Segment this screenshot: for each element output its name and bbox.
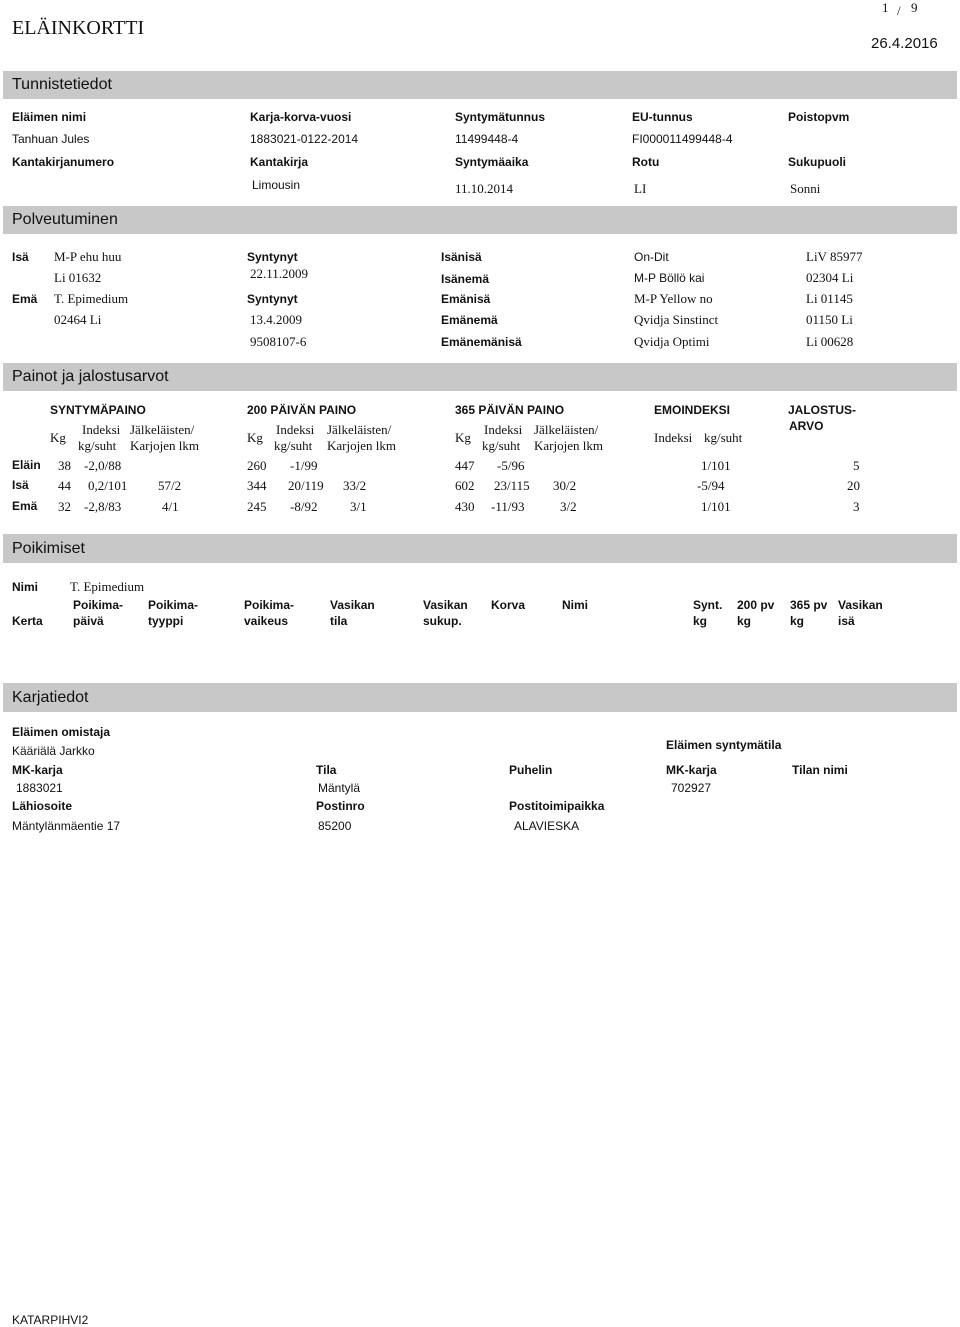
value-syntymatunnus: 11499448-4 bbox=[455, 132, 519, 146]
value-emanemanisa-id: Li 00628 bbox=[806, 334, 854, 349]
col-kg: Kg bbox=[455, 430, 471, 445]
value-ema-id: 02464 Li bbox=[54, 312, 102, 327]
label-tila: Tila bbox=[316, 763, 337, 777]
page-total: 9 bbox=[911, 0, 918, 15]
col-indeksi: Indeksi bbox=[654, 430, 693, 445]
cell-syntymapaino-jalk: 4/1 bbox=[162, 499, 179, 514]
label-ema-syntynyt: Syntynyt bbox=[247, 292, 298, 306]
cell-syntymapaino-indeksi: 0,2/101 bbox=[88, 478, 128, 493]
cell-200-indeksi: 20/119 bbox=[288, 478, 324, 493]
section-title: Poikimiset bbox=[12, 540, 85, 557]
cell-jalostusarvo: 3 bbox=[853, 499, 860, 514]
label-emanema: Emänemä bbox=[441, 313, 498, 327]
page-title: ELÄINKORTTI bbox=[12, 17, 145, 39]
value-isa-name: M-P ehu huu bbox=[54, 249, 122, 264]
value-isanisa-id: LiV 85977 bbox=[806, 249, 863, 264]
value-isanema-id: 02304 Li bbox=[806, 270, 854, 285]
cell-emoindeksi: -5/94 bbox=[697, 478, 725, 493]
value-elaimen-nimi: Tanhuan Jules bbox=[12, 132, 90, 146]
value-emanema-name: Qvidja Sinstinct bbox=[634, 312, 719, 327]
col-poikimatyyppi-1: Poikima- bbox=[148, 598, 199, 612]
cell-syntymapaino-indeksi: -2,8/83 bbox=[84, 499, 122, 514]
col-poikimapaiva-2: päivä bbox=[73, 614, 104, 628]
group-365-paiva: 365 PÄIVÄN PAINO bbox=[455, 403, 565, 417]
cell-syntymapaino-kg: 32 bbox=[58, 499, 71, 514]
cell-365-jalk: 3/2 bbox=[560, 499, 577, 514]
col-synt-kg-2: kg bbox=[693, 614, 708, 628]
label-postitoimipaikka: Postitoimipaikka bbox=[509, 799, 605, 813]
row-label-elain: Eläin bbox=[12, 458, 41, 472]
value-postinro: 85200 bbox=[318, 819, 352, 833]
value-eu-tunnus: FI000011499448-4 bbox=[632, 132, 733, 146]
col-korva: Korva bbox=[491, 598, 526, 612]
cell-200-kg: 344 bbox=[247, 478, 267, 493]
label-syntymatila-mk-karja: MK-karja bbox=[666, 763, 717, 777]
page-current: 1 bbox=[882, 0, 889, 15]
label-isa: Isä bbox=[12, 250, 29, 264]
col-200pv-kg-2: kg bbox=[737, 614, 752, 628]
label-tilan-nimi: Tilan nimi bbox=[792, 763, 848, 777]
value-mk-karja: 1883021 bbox=[16, 781, 63, 795]
section-header-tunnistetiedot bbox=[3, 71, 957, 99]
label-kantakirjanumero: Kantakirjanumero bbox=[12, 155, 115, 169]
value-emanema-id: 01150 Li bbox=[806, 312, 853, 327]
label-isa-syntynyt: Syntynyt bbox=[247, 250, 298, 264]
value-rotu: LI bbox=[634, 181, 647, 196]
value-emanisa-id: Li 01145 bbox=[806, 291, 853, 306]
value-isa-id: Li 01632 bbox=[54, 270, 102, 285]
cell-365-kg: 430 bbox=[455, 499, 475, 514]
footer-code: KATARPIHVI2 bbox=[12, 1313, 89, 1327]
section-header-polveutuminen bbox=[3, 206, 957, 234]
section-title: Polveutuminen bbox=[12, 211, 118, 228]
value-lahiosoite: Mäntylänmäentie 17 bbox=[12, 819, 121, 833]
group-emoindeksi: EMOINDEKSI bbox=[654, 403, 731, 417]
cell-365-indeksi: -5/96 bbox=[497, 458, 525, 473]
col-nimi: Nimi bbox=[562, 598, 589, 612]
page-separator: / bbox=[897, 3, 901, 18]
cell-syntymapaino-indeksi: -2,0/88 bbox=[84, 458, 122, 473]
value-ema-syntynyt: 13.4.2009 bbox=[250, 312, 302, 327]
value-ema-name: T. Epimedium bbox=[54, 291, 129, 306]
label-puhelin: Puhelin bbox=[509, 763, 553, 777]
cell-jalostusarvo: 5 bbox=[853, 458, 860, 473]
label-isanisa: Isänisä bbox=[441, 250, 482, 264]
section-header-painot bbox=[3, 363, 957, 391]
col-365pv-kg-2: kg bbox=[790, 614, 805, 628]
col-poikimavaikeus-2: vaikeus bbox=[244, 614, 289, 628]
col-vasikan-sukup-2: sukup. bbox=[423, 614, 462, 628]
col-kg: Kg bbox=[50, 430, 66, 445]
cell-jalostusarvo: 20 bbox=[847, 478, 860, 493]
col-jalkelaisten: Jälkeläisten/ bbox=[327, 422, 392, 437]
col-jalkelaisten: Jälkeläisten/ bbox=[130, 422, 195, 437]
value-isanema-name: M-P Böllö kai bbox=[634, 271, 705, 285]
section-title: Tunnistetiedot bbox=[12, 76, 112, 93]
cell-365-kg: 447 bbox=[455, 458, 475, 473]
value-sukupuoli: Sonni bbox=[790, 181, 821, 196]
col-vasikan-tila-1: Vasikan bbox=[330, 598, 375, 612]
col-karjojen: Karjojen lkm bbox=[327, 438, 396, 453]
cell-365-indeksi: -11/93 bbox=[491, 499, 525, 514]
section-title: Painot ja jalostusarvot bbox=[12, 368, 169, 385]
cell-syntymapaino-kg: 44 bbox=[58, 478, 71, 493]
col-kgsuht: kg/suht bbox=[78, 438, 117, 453]
cell-200-indeksi: -1/99 bbox=[290, 458, 318, 473]
col-indeksi: Indeksi bbox=[484, 422, 523, 437]
label-postinro: Postinro bbox=[316, 799, 365, 813]
col-vasikan-isa-2: isä bbox=[838, 614, 855, 628]
col-jalkelaisten: Jälkeläisten/ bbox=[534, 422, 599, 437]
label-karja-korva-vuosi: Karja-korva-vuosi bbox=[250, 110, 352, 124]
value-syntymaaika: 11.10.2014 bbox=[455, 181, 514, 196]
value-isa-syntynyt: 22.11.2009 bbox=[250, 266, 309, 281]
label-isanema: Isänemä bbox=[441, 272, 490, 286]
group-jalostusarvo-1: JALOSTUS- bbox=[788, 403, 857, 417]
value-karja-korva-vuosi: 1883021-0122-2014 bbox=[250, 132, 359, 146]
label-sukupuoli: Sukupuoli bbox=[788, 155, 846, 169]
value-emanisa-name: M-P Yellow no bbox=[634, 291, 713, 306]
col-vasikan-tila-2: tila bbox=[330, 614, 348, 628]
value-ema-extra: 9508107-6 bbox=[250, 334, 307, 349]
cell-syntymapaino-jalk: 57/2 bbox=[158, 478, 182, 493]
label-elaimen-nimi: Eläimen nimi bbox=[12, 110, 87, 124]
value-syntymatila-mk-karja: 702927 bbox=[671, 781, 712, 795]
label-syntymaaika: Syntymäaika bbox=[455, 155, 529, 169]
value-postitoimipaikka: ALAVIESKA bbox=[514, 819, 580, 833]
value-tila: Mäntylä bbox=[318, 781, 361, 795]
col-kerta: Kerta bbox=[12, 614, 43, 628]
cell-200-kg: 245 bbox=[247, 499, 267, 514]
cell-365-indeksi: 23/115 bbox=[494, 478, 530, 493]
label-rotu: Rotu bbox=[632, 155, 660, 169]
label-emanemanisa: Emänemänisä bbox=[441, 335, 522, 349]
label-poistopvm: Poistopvm bbox=[788, 110, 850, 124]
section-header-poikimiset bbox=[3, 534, 957, 563]
cell-emoindeksi: 1/101 bbox=[701, 499, 731, 514]
row-label-ema: Emä bbox=[12, 499, 38, 513]
label-eu-tunnus: EU-tunnus bbox=[632, 110, 693, 124]
cell-365-kg: 602 bbox=[455, 478, 475, 493]
cell-syntymapaino-kg: 38 bbox=[58, 458, 71, 473]
label-mk-karja: MK-karja bbox=[12, 763, 63, 777]
cell-200-jalk: 3/1 bbox=[350, 499, 367, 514]
label-syntymatunnus: Syntymätunnus bbox=[455, 110, 546, 124]
cell-200-kg: 260 bbox=[247, 458, 267, 473]
col-kgsuht: kg/suht bbox=[274, 438, 313, 453]
row-label-isa: Isä bbox=[12, 478, 29, 492]
col-indeksi: Indeksi bbox=[276, 422, 315, 437]
col-kg: Kg bbox=[247, 430, 263, 445]
value-emanemanisa-name: Qvidja Optimi bbox=[634, 334, 710, 349]
group-syntymapaino: SYNTYMÄPAINO bbox=[50, 403, 146, 417]
cell-365-jalk: 30/2 bbox=[553, 478, 577, 493]
col-indeksi: Indeksi bbox=[82, 422, 121, 437]
col-200pv-kg-1: 200 pv bbox=[737, 598, 775, 612]
col-vasikan-isa-1: Vasikan bbox=[838, 598, 883, 612]
section-title: Karjatiedot bbox=[12, 689, 89, 706]
label-kantakirja: Kantakirja bbox=[250, 155, 309, 169]
label-lahiosoite: Lähiosoite bbox=[12, 799, 73, 813]
col-poikimapaiva-1: Poikima- bbox=[73, 598, 124, 612]
col-kgsuht: kg/suht bbox=[704, 430, 743, 445]
value-kantakirja: Limousin bbox=[252, 178, 301, 192]
value-omistaja: Kääriälä Jarkko bbox=[12, 744, 95, 758]
cell-200-indeksi: -8/92 bbox=[290, 499, 318, 514]
cell-emoindeksi: 1/101 bbox=[701, 458, 731, 473]
col-kgsuht: kg/suht bbox=[482, 438, 521, 453]
print-date: 26.4.2016 bbox=[871, 35, 938, 52]
col-synt-kg-1: Synt. bbox=[693, 598, 723, 612]
label-syntymatila: Eläimen syntymätila bbox=[666, 738, 782, 752]
col-karjojen: Karjojen lkm bbox=[534, 438, 603, 453]
label-ema: Emä bbox=[12, 292, 38, 306]
col-365pv-kg-1: 365 pv bbox=[790, 598, 828, 612]
group-jalostusarvo-2: ARVO bbox=[789, 419, 824, 433]
cell-200-jalk: 33/2 bbox=[343, 478, 367, 493]
col-poikimavaikeus-1: Poikima- bbox=[244, 598, 295, 612]
value-isanisa-name: On-Dit bbox=[634, 250, 669, 264]
label-nimi: Nimi bbox=[12, 580, 39, 594]
col-karjojen: Karjojen lkm bbox=[130, 438, 199, 453]
group-200-paiva: 200 PÄIVÄN PAINO bbox=[247, 403, 357, 417]
col-vasikan-sukup-1: Vasikan bbox=[423, 598, 468, 612]
value-nimi: T. Epimedium bbox=[70, 579, 145, 594]
section-header-karjatiedot bbox=[3, 683, 957, 712]
label-omistaja: Eläimen omistaja bbox=[12, 725, 111, 739]
label-emanisa: Emänisä bbox=[441, 292, 491, 306]
col-poikimatyyppi-2: tyyppi bbox=[148, 614, 184, 628]
